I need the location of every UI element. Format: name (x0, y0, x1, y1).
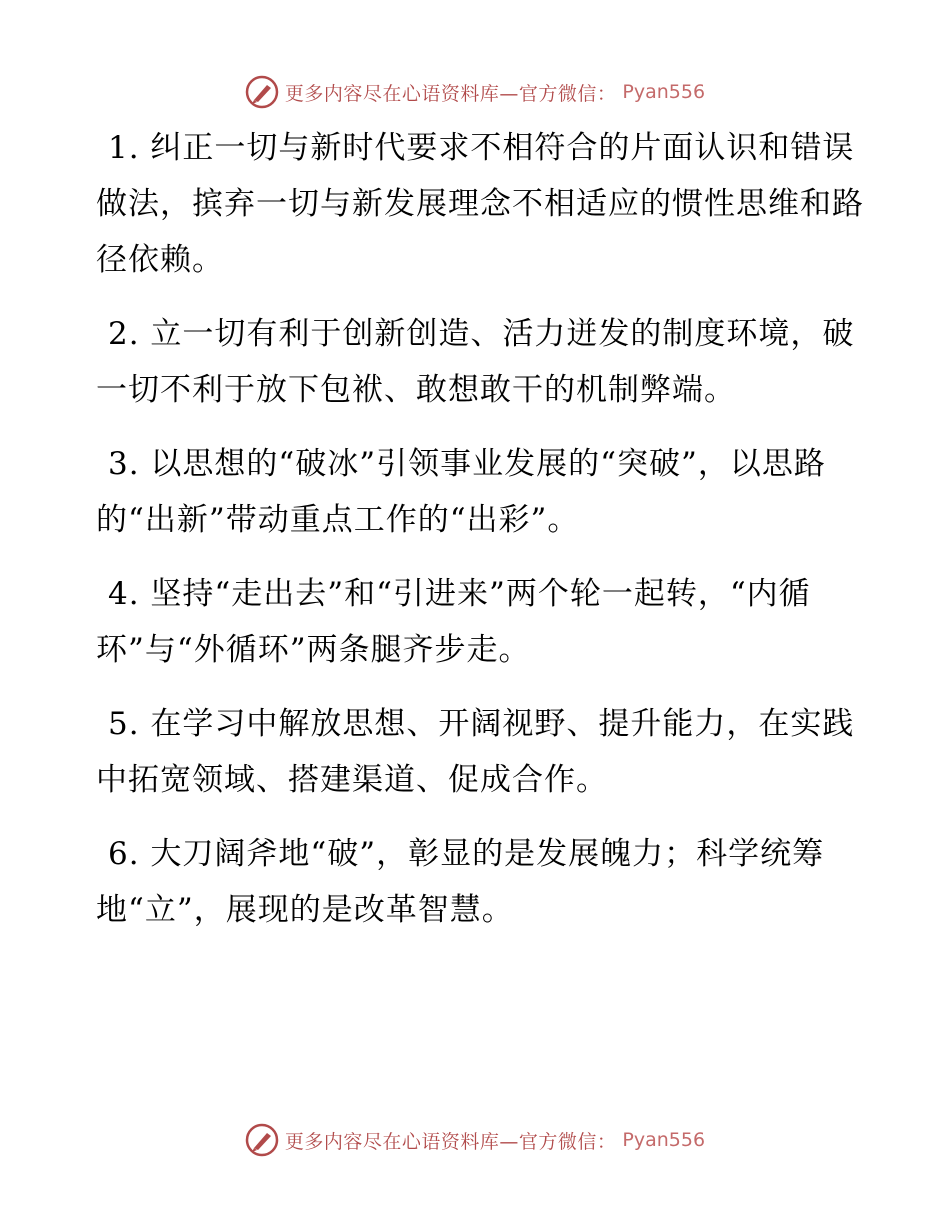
watermark-handle: Pyan556 (622, 1129, 706, 1151)
list-item: 5. 在学习中解放思想、开阔视野、提升能力，在实践中拓宽领域、搭建渠道、促成合作。 (96, 706, 855, 798)
watermark-handle: Pyan556 (622, 81, 706, 103)
footer-watermark (0, 1120, 950, 1160)
list-item: 2. 立一切有利于创新创造、活力迸发的制度环境，破一切不利于放下包袱、敢想敢干的机制弊端。 (96, 316, 855, 408)
watermark-text: 更多内容尽在心语资料库—官方微信： (284, 82, 617, 105)
header-watermark (0, 72, 950, 112)
list-item: 6. 大刀阔斧地“破”，彰显的是发展魄力；科学统筹地“立”，展现的是改革智慧。 (96, 836, 825, 928)
document-body (96, 120, 866, 956)
watermark-text: 更多内容尽在心语资料库—官方微信： (284, 1130, 617, 1153)
list-item: 4. 坚持“走出去”和“引进来”两个轮一起转，“内循环”与“外循环”两条腿齐步走。 (96, 576, 811, 668)
pen-logo-icon (245, 1123, 279, 1157)
list-item: 3. 以思想的“破冰”引领事业发展的“突破”，以思路的“出新”带动重点工作的“出彩”。 (96, 446, 826, 538)
pen-logo-icon (245, 75, 279, 109)
list-item: 1. 纠正一切与新时代要求不相符合的片面认识和错误做法，摈弃一切与新发展理念不相适应的惯性思维和路径依赖。 (96, 130, 864, 278)
